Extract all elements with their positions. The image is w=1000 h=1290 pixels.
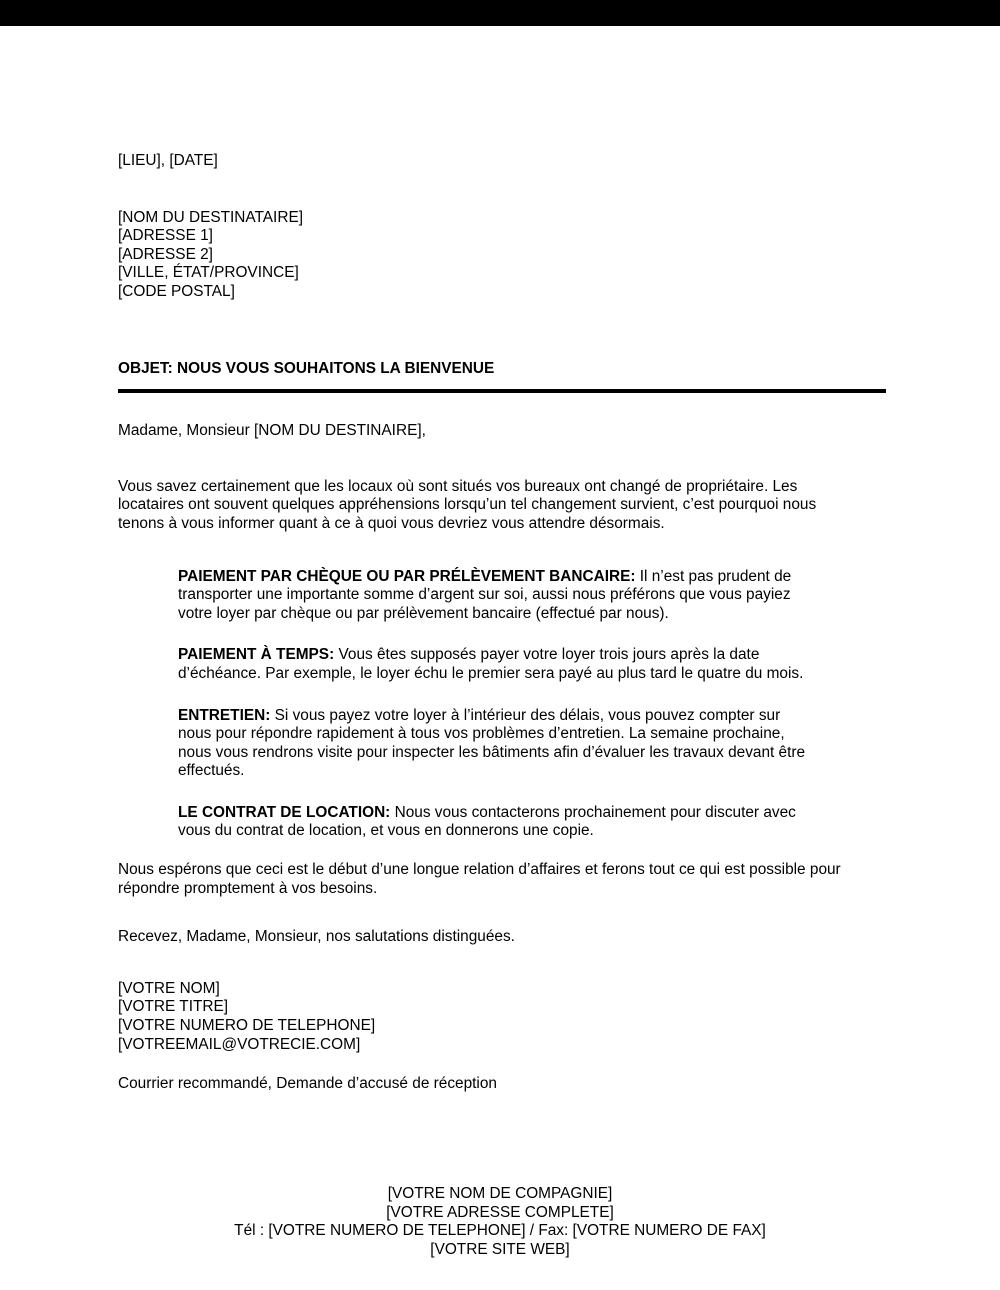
section-payment-method	[178, 568, 810, 624]
signature-email-line: [VOTREEMAIL@VOTRECIE.COM]	[118, 1035, 361, 1053]
intro-paragraph: Vous savez certainement que les locaux où sont situés vos bureaux ont changé de propriétaire. Les locataires ont souvent quelques appréhensions lorsqu’un tel changement survient, c’est pourquoi nous tenons à vous informer quant à ce à quoi vous devriez vous attendre désormais.	[118, 477, 817, 532]
top-border-bar	[0, 0, 1000, 26]
valediction: Recevez, Madame, Monsieur, nos salutations distinguées.	[118, 928, 515, 946]
signature-phone-line: [VOTRE NUMERO DE TELEPHONE]	[118, 1017, 376, 1035]
footer-company-line: [VOTRE NOM DE COMPAGNIE]	[387, 1185, 613, 1202]
recipient-address2-line: [ADRESSE 2]	[118, 245, 213, 263]
section-payment-on-time	[178, 646, 810, 683]
signature-title-line: [VOTRE TITRE]	[118, 998, 229, 1016]
footer-address-line: [VOTRE ADRESSE COMPLETE]	[386, 1203, 614, 1221]
section-payment-on-time-body: Vous êtes supposés payer votre loyer trois jours après la date d’échéance. Par exemple, le loyer échu le premier sera payé au plus tard le quatre du mois.	[178, 646, 804, 682]
mailing-note: Courrier recommandé, Demande d’accusé de réception	[118, 1075, 497, 1093]
signature-block	[118, 980, 862, 1054]
terms-sections	[178, 568, 810, 842]
subject-rule	[118, 389, 886, 393]
signature-name-line: [VOTRE NOM]	[118, 979, 220, 997]
footer-website-line: [VOTRE SITE WEB]	[430, 1240, 570, 1258]
date-line: [LIEU], [DATE]	[118, 152, 218, 169]
recipient-postal-line: [CODE POSTAL]	[118, 282, 235, 300]
recipient-name-line: [NOM DU DESTINATAIRE]	[118, 208, 303, 226]
section-payment-method-body: Il n’est pas prudent de transporter une importante somme d’argent sur soi, aussi nous préférons que vous payiez votre loyer par chèque ou par prélèvement bancaire (effectué par nous).	[178, 567, 792, 622]
section-payment-method-title: PAIEMENT PAR CHÈQUE OU PAR PRÉLÈVEMENT BANCAIRE:	[178, 567, 636, 585]
page-footer	[0, 1185, 1000, 1259]
section-maintenance-body: Si vous payez votre loyer à l’intérieur des délais, vous pouvez compter sur nous pour répondre rapidement à tous vos problèmes d’entretien. La semaine prochaine, nous vous rendrons visite pour inspecter les bâtiments afin d’évaluer les travaux devant être effectués.	[178, 706, 806, 780]
section-lease-contract-title: LE CONTRAT DE LOCATION:	[178, 803, 391, 821]
section-maintenance	[178, 707, 810, 781]
section-maintenance-title: ENTRETIEN:	[178, 706, 271, 724]
recipient-address1-line: [ADRESSE 1]	[118, 227, 213, 245]
subject-line: OBJET: NOUS VOUS SOUHAITONS LA BIENVENUE	[118, 359, 495, 377]
footer-phone-fax-line: Tél : [VOTRE NUMERO DE TELEPHONE] / Fax: [VOTRE NUMERO DE FAX]	[234, 1222, 766, 1240]
closing-paragraph: Nous espérons que ceci est le début d’une longue relation d’affaires et ferons tout ce qui est possible pour répondre promptement à vos besoins.	[118, 861, 841, 897]
recipient-block	[118, 209, 862, 302]
recipient-city-line: [VILLE, ÉTAT/PROVINCE]	[118, 264, 299, 282]
section-lease-contract-body: Nous vous contacterons prochainement pour discuter avec vous du contrat de location, et vous en donnerons une copie.	[178, 803, 796, 840]
salutation: Madame, Monsieur [NOM DU DESTINAIRE],	[118, 422, 426, 440]
section-payment-on-time-title: PAIEMENT À TEMPS:	[178, 646, 335, 664]
section-lease-contract	[178, 804, 810, 841]
